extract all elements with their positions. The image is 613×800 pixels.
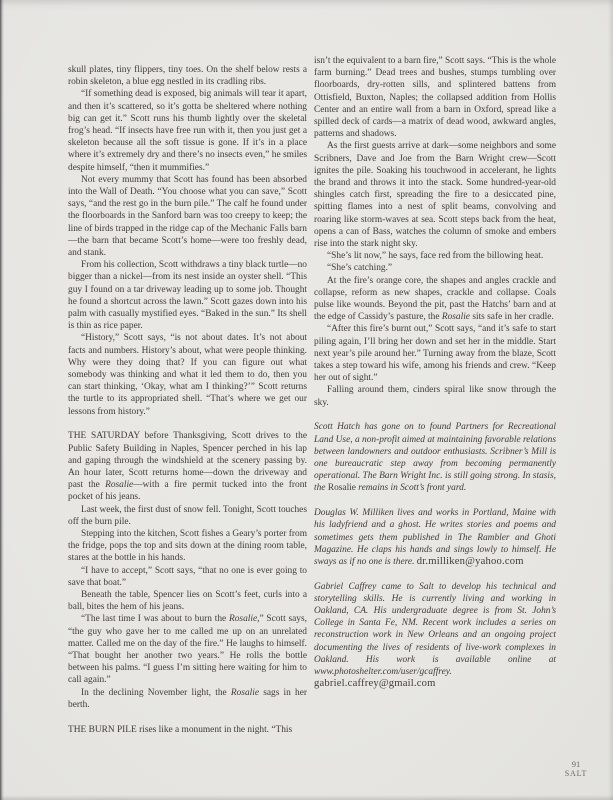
left-text-column: [68, 64, 307, 736]
paragraph: [314, 140, 556, 250]
text-segment: remains in Scott’s front yard.: [355, 483, 467, 494]
page-edge-shadow-right: [608, 0, 613, 800]
text-segment: From his collection, Scott withdraws a tiny black turtle—no bigger than a nickel—from its nest inside an oyster shell. “This guy I found on a tar driveway leading up to some job. Thought he found a shortcut across the lawn.” Scott gazes down into his palm with casually mystified eyes. “Baked in the sun.” Its shell is thin as rice paper.: [68, 260, 307, 332]
text-segment: “I have to accept,” Scott says, “that no one is ever going to save that boat.”: [68, 565, 307, 588]
text-segment: Gabriel Caffrey came to Salt to develop his technical and storytelling skills. He is currently living and working in Oakland, CA. His undergraduate degree is from St. John’s College in Santa Fe, NM. Recent work includes a series on reconstruction work in New Orleans and an ongoing project documenting the lives of residents of live-work complexes in Oakland. His work is available online at www.photoshelter.com/user/gcaffrey.: [314, 581, 556, 678]
text-segment: skull plates, tiny flippers, tiny toes. On the shelf below rests a robin skeleton, a blue egg nestled in its cradling ribs.: [68, 65, 307, 88]
paragraph: [68, 430, 307, 503]
paragraph: [314, 421, 556, 494]
paragraph: [68, 687, 307, 711]
italic-text: Rosalie: [229, 614, 258, 625]
text-segment: Scott Hatch has gone on to found Partners for Recreational Land Use, a non-profit aimed at maintaining favorable relations between landowners and outdoor enthusiasts. Scribner’s Mill is one bureaucratic step away from becoming permanently operational. The Barn Wright Inc. is still going strong. In stasis, the: [314, 422, 556, 494]
paragraph: [68, 64, 307, 88]
paragraph: [68, 565, 307, 589]
paragraph: [68, 259, 307, 332]
paragraph: [314, 323, 556, 384]
page-edge-shadow-left: [0, 0, 4, 800]
paragraph: [314, 384, 556, 408]
page-edge-shadow-bottom: [0, 795, 613, 800]
email-text: gabriel.caffrey@gmail.com: [314, 678, 436, 690]
text-segment: In the declining November light, the: [81, 687, 231, 698]
email-text: dr.milliken@yahoo.com: [416, 555, 524, 567]
right-text-column: [314, 55, 556, 690]
paragraph: [68, 88, 307, 173]
paragraph: [68, 174, 307, 259]
italic-text: Rosalie: [441, 312, 470, 323]
text-segment: At the fire’s orange core, the shapes and angles crackle and collapse, reform as new shapes, crackle and collapse. Coals pulse like wounds. Beyond the pit, past the Hatchs’ barn and at the edge of Cassidy’s pasture, the: [314, 275, 556, 323]
text-segment: sits safe in her cradle.: [469, 312, 554, 323]
text-segment: THE SATURDAY before Thanksgiving, Scott drives to the Public Safety Building in Naples, Spencer perched in his lap and gaping through the windshield at the scenery passing by. An hour later, Scott returns home—down the driveway and past the: [68, 431, 307, 491]
folio-magazine-name: SALT: [564, 769, 588, 778]
text-segment: Beneath the table, Spencer lies on Scott’s feet, curls into a ball, bites the hem of his jeans.: [68, 590, 307, 613]
paragraph: [68, 504, 307, 528]
paragraph: [314, 55, 556, 140]
paragraph: [68, 528, 307, 565]
page-footer: [552, 759, 600, 779]
text-segment: “The last time I was about to burn the: [81, 614, 229, 625]
paragraph: [314, 275, 556, 324]
text-segment: “After this fire’s burnt out,” Scott says, “and it’s safe to start piling again, I’ll bring her down and set her in the middle. Start next year’s pile around her.” Turning away from the blaze, Scott takes a step toward his wife, among his friends and crew. “Keep her out of sight.”: [314, 324, 556, 384]
text-segment: Last week, the first dust of snow fell. Tonight, Scott touches off the burn pile.: [68, 504, 307, 527]
paragraph: [314, 250, 556, 262]
folio-page-number: 91: [571, 759, 581, 769]
paragraph: [68, 332, 307, 417]
text-segment: “She’s catching.”: [327, 263, 393, 274]
text-segment: Douglas W. Milliken lives and works in Portland, Maine with his ladyfriend and a ghost. He writes stories and poems and sometimes gets them published in The Rambler and Ghoti Magazine. He claps his hands and sings lowly to himself. He sways as if no one is there.: [314, 508, 556, 567]
paragraph: [314, 507, 556, 568]
text-segment: ,” Scott says, “the guy who gave her to me called me up on an unrelated matter. Called me on the day of the fire.” He laughs to himself. “That bought her another two years.” He rolls the bottle between his palms. “I guess I’m sitting here waiting for him to call again.”: [68, 614, 307, 686]
paragraph: [68, 724, 307, 736]
text-segment: “She’s lit now,” he says, face red from the billowing heat.: [327, 251, 544, 262]
paragraph: [314, 262, 556, 274]
paragraph: [68, 589, 307, 613]
text-segment: Stepping into the kitchen, Scott fishes a Geary’s porter from the fridge, pops the top and sits down at the dining room table, stares at the bottle in his hands.: [68, 529, 307, 564]
text-segment: isn’t the equivalent to a barn fire,” Scott says. “This is the whole farm burning.” Dead trees and bushes, stumps tumbling over floorboards, dry-rotten sills, and splintered battens from Ottisfield, Buxton, Naples; the collapsed addition from Hollis Center and an entire wall from a barn in Oxford, spread like a spilled deck of cards—a matrix of dead wood, awkward angles, patterns and shadows.: [314, 56, 556, 140]
paragraph: [314, 581, 556, 691]
roman-text: Rosalie: [327, 483, 356, 494]
text-segment: Not every mummy that Scott has found has been absorbed into the Wall of Death. “You choose what you can save,” Scott says, “and the rest go in the burn pile.” The calf he found under the floorboards in the Sanford barn was too creepy to keep; the line of birds trapped in the ridge cap of the Mechanic Falls barn—the barn that became Scott’s home—were too freshly dead, and stank.: [68, 174, 307, 259]
text-segment: Falling around them, cinders spiral like snow through the sky.: [314, 385, 556, 408]
text-segment: sags in her berth.: [68, 687, 307, 710]
paragraph: [68, 613, 307, 686]
text-segment: As the first guests arrive at dark—some neighbors and some Scribners, Dave and Joe from the Barn Wright crew—Scott ignites the pile. Soaking his touchwood in accelerant, he lights the brand and throws it into the stack. Some hundred-year-old shingles catch first, spreading the fire to a desiccated pine, spitting flames into a nest of split beams, convolving and roaring like storm-waves at sea. Scott steps back from the heat, opens a can of Bass, watches the column of smoke and embers rise into the stark night sky.: [314, 141, 556, 250]
text-segment: —with a fire permit tucked into the front pocket of his jeans.: [68, 480, 308, 503]
text-segment: “History,” Scott says, “is not about dates. It’s not about facts and numbers. History’s about, what were people thinking. Why were they doing that? If you can figure out what somebody was thinking and what it led them to do, then you can start thinking, ‘Okay, what am I thinking?’” Scott returns the turtle to its appropriated shell. “That’s where we get our lessons from history.”: [68, 333, 307, 417]
text-segment: THE BURN PILE rises like a monument in the night. “This: [68, 724, 293, 735]
italic-text: Rosalie: [230, 687, 259, 698]
italic-text: Rosalie: [105, 480, 134, 491]
text-segment: “If something dead is exposed, big animals will tear it apart, and then it’s scattered, so it’s gotta be sheltered where nothing big can get it.” Scott runs his thumb lightly over the skeletal frog’s head. “If insects have free run with it, then you just get a skeleton because all the soft tissue is gone. If it’s in a place where it’s extremely dry and there’s no insects even,” he smiles despite himself, “then it mummifies.”: [68, 89, 307, 173]
page-edge-shadow-top: [0, 0, 613, 11]
